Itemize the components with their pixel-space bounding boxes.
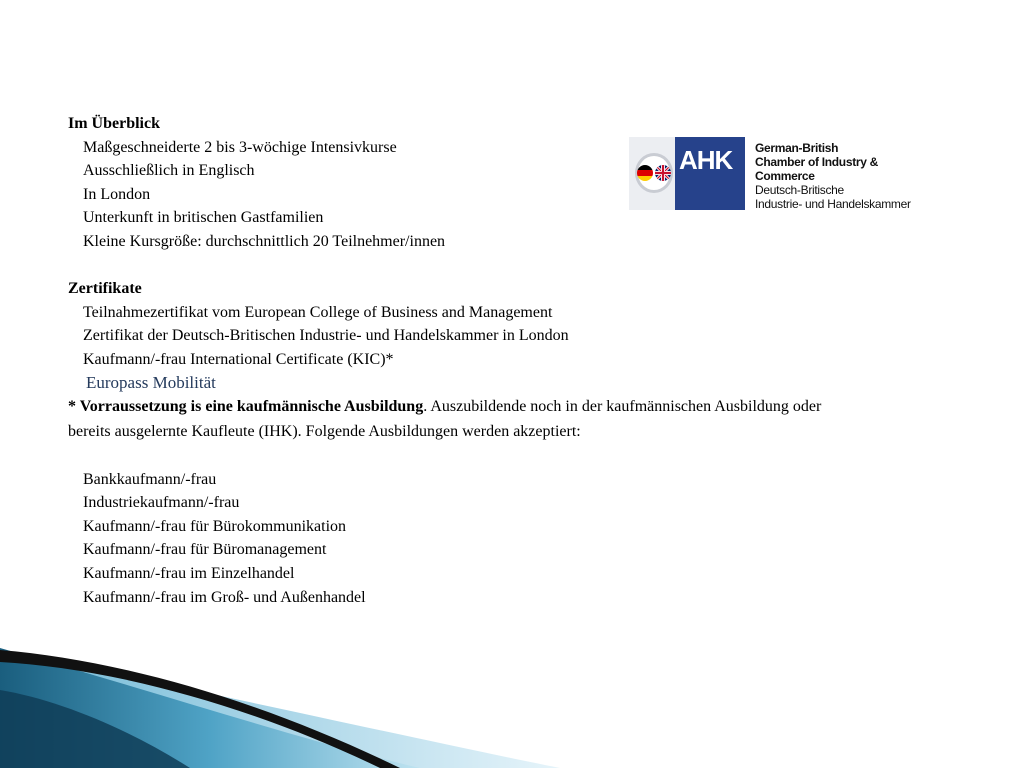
logo-mark: AHK [679, 145, 733, 175]
overview-item: Ausschließlich in Englisch [83, 162, 255, 180]
requirement-text: . Auszubildende noch in der kaufmännischen Ausbildung oder [423, 397, 822, 415]
requirement-note-line2: bereits ausgelernte Kaufleute (IHK). Folgende Ausbildungen werden akzeptiert: [68, 422, 581, 440]
certificate-item: Teilnahmezertifikat vom European College of Business and Management [83, 303, 553, 321]
requirement-bold: * Vorraussetzung is eine kaufmännische Ausbildung [68, 397, 424, 415]
logo-line: Deutsch-Britische [755, 183, 844, 197]
certificates-heading: Zertifikate [68, 280, 142, 298]
requirement-note [68, 394, 968, 419]
overview-item: In London [83, 185, 151, 203]
overview-heading: Im Überblick [68, 115, 160, 132]
logo-text [755, 141, 929, 211]
certificate-item: Kaufmann/-frau International Certificate (KIC)* [83, 350, 394, 368]
apprenticeship-item: Kaufmann/-frau für Büromanagement [83, 541, 327, 559]
logo-line: Industrie- und Handelskammer [755, 197, 911, 211]
apprenticeship-item: Kaufmann/-frau im Groß- und Außenhandel [83, 588, 366, 606]
europass-label: Europass Mobilität [86, 372, 216, 392]
apprenticeship-item: Kaufmann/-frau für Bürokommunikation [83, 517, 347, 535]
overview-item: Kleine Kursgröße: durchschnittlich 20 Teilnehmer/innen [83, 232, 446, 250]
logo-line: Chamber of Industry & Commerce [755, 155, 879, 183]
certificate-item: Zertifikat der Deutsch-Britischen Industrie- und Handelskammer in London [83, 327, 569, 345]
german-flag-icon [637, 165, 653, 181]
ahk-logo [629, 137, 929, 211]
overview-item: Maßgeschneiderte 2 bis 3-wöchige Intensivkurse [83, 138, 397, 156]
apprenticeship-item: Industriekaufmann/-frau [83, 494, 240, 512]
apprenticeship-item: Bankkaufmann/-frau [83, 470, 217, 488]
logo-line: German-British [755, 141, 839, 155]
apprenticeship-item: Kaufmann/-frau im Einzelhandel [83, 564, 295, 582]
overview-item: Unterkunft in britischen Gastfamilien [83, 209, 324, 227]
uk-flag-icon [655, 165, 671, 181]
